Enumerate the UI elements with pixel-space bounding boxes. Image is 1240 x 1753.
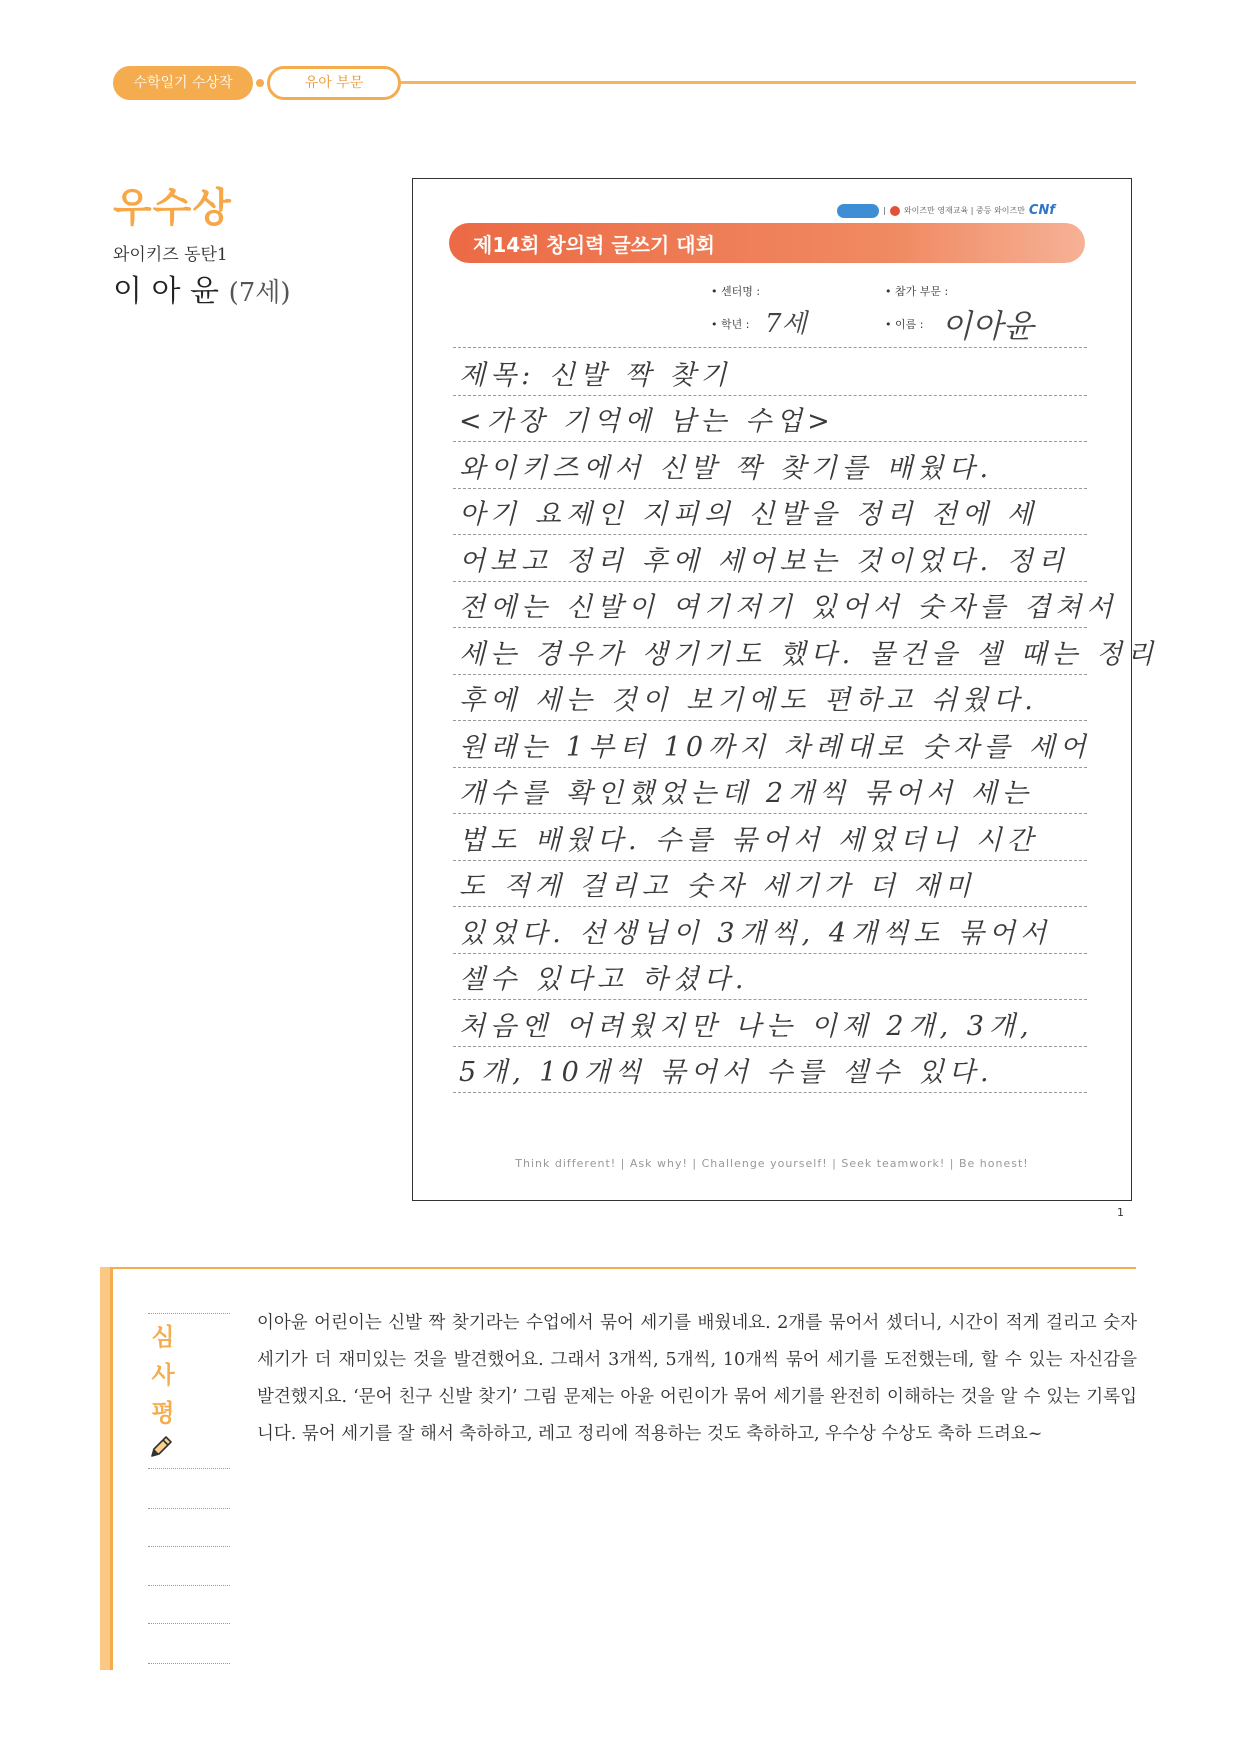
header-dot	[256, 79, 264, 87]
review-side-bar	[100, 1267, 110, 1670]
header-rule	[380, 81, 1136, 84]
name-field-value: 이아윤	[941, 307, 1034, 345]
diary-line: 후에 세는 것이 보기에도 편하고 쉬웠다.	[453, 675, 1087, 722]
handwritten-diary	[453, 349, 1159, 1093]
wiseman-logo-icon	[890, 206, 900, 216]
name-field-label: • 이름 :	[885, 318, 924, 331]
review-dotted-rule	[148, 1623, 230, 1624]
diary-line: 5개, 10개씩 묶어서 수를 셀수 있다.	[453, 1047, 1087, 1094]
diary-line: 전에는 신발이 여기저기 있어서 숫자를 겹쳐서	[453, 582, 1087, 629]
review-title-char: 심	[151, 1323, 175, 1351]
writing-top-rule	[453, 347, 1087, 348]
review-dotted-rule	[148, 1468, 230, 1469]
diary-line: 제목: 신발 짝 찾기	[453, 349, 1087, 396]
grade-field-label: • 학년 :	[711, 318, 750, 331]
grade-field-value: 7세	[765, 309, 807, 339]
award-title: 우수상	[113, 185, 232, 231]
org-logo-text: 와이즈만 영재교육 | 중등 와이즈만	[903, 206, 1025, 215]
diary-line: 있었다. 선생님이 3개씩, 4개씩도 묶어서	[453, 907, 1087, 954]
division-tag: 유아 부문	[267, 66, 401, 100]
center-name: 와이키즈 동탄1	[113, 245, 228, 265]
diary-line: 도 적게 걸리고 숫자 세기가 더 재미	[453, 861, 1087, 908]
review-dotted-rule	[148, 1313, 230, 1314]
diary-line: 아기 요제인 지피의 신발을 정리 전에 세	[453, 489, 1087, 536]
review-title-char: 사	[151, 1361, 175, 1389]
diary-line: 법도 배웠다. 수를 묶어서 세었더니 시간	[453, 814, 1087, 861]
diary-line: 와이키즈에서 신발 짝 찾기를 배웠다.	[453, 442, 1087, 489]
review-dotted-rule	[148, 1663, 230, 1664]
wisekids-logo-icon	[837, 204, 879, 218]
division-field-label: • 참가 부문 :	[885, 285, 949, 298]
review-text: 이아윤 어린이는 신발 짝 찾기라는 수업에서 묶어 세기를 배웠네요. 2개를 묶어서 셌더니, 시간이 적게 걸리고 숫자 세기가 더 재미있는 것을 발견했어요. 그래서 3개씩, 5개씩, 10개씩 묶어 세기를 도전했는데, 할 수 있는 자신감을 발견했지요. ‘문어 친구 신발 찾기’ 그림 문제는 아윤 어린이가 묶어 세기를 완전히 이해하는 것을 알 수 있는 기록입니다. 묶어 세기를 잘 해서 축하하고, 레고 정리에 적용하는 것도 축하하고, 우수상 수상도 축하 드려요~	[257, 1313, 1137, 1444]
diary-line: 어보고 정리 후에 세어보는 것이었다. 정리	[453, 535, 1087, 582]
diary-paper	[412, 178, 1159, 1201]
review-dotted-rule	[148, 1585, 230, 1586]
contest-title: 제14회 창의력 글쓰기 대회	[473, 233, 715, 257]
contest-banner	[449, 223, 1085, 263]
student-name-text: 이 아 윤	[113, 274, 220, 309]
center-field-label: • 센터명 :	[711, 285, 761, 298]
diary-line: 처음엔 어려웠지만 나는 이제 2개, 3개,	[453, 1000, 1087, 1047]
diary-line: 셀수 있다고 하셨다.	[453, 954, 1087, 1001]
review-dotted-rule	[148, 1546, 230, 1547]
page-number: 1	[1117, 1206, 1124, 1219]
diary-line: 개수를 확인했었는데 2개씩 묶어서 세는	[453, 768, 1087, 815]
diary-line: 원래는 1부터 10까지 차례대로 숫자를 세어	[453, 721, 1087, 768]
review-title-char: 평	[151, 1399, 175, 1427]
student-age: (7세)	[228, 278, 291, 308]
review-top-rule	[113, 1267, 1136, 1269]
cnf-logo: CNf	[1028, 203, 1055, 218]
paper-footer-motto: Think different! | Ask why! | Challenge yourself! | Seek teamwork! | Be honest!	[515, 1157, 1029, 1170]
review-side-rule	[110, 1267, 113, 1670]
paper-logos: | 와이즈만 영재교육 | 중등 와이즈만 CNf	[837, 203, 1055, 218]
diary-line: <가장 기억에 남는 수업>	[453, 396, 1087, 443]
review-title	[145, 1318, 181, 1432]
review-dotted-rule	[148, 1508, 230, 1509]
category-tag: 수학일기 수상작	[113, 66, 253, 100]
student-name	[113, 266, 291, 310]
diary-line: 세는 경우가 생기기도 했다. 물건을 셀 때는 정리	[453, 628, 1087, 675]
pencil-icon	[148, 1434, 174, 1464]
